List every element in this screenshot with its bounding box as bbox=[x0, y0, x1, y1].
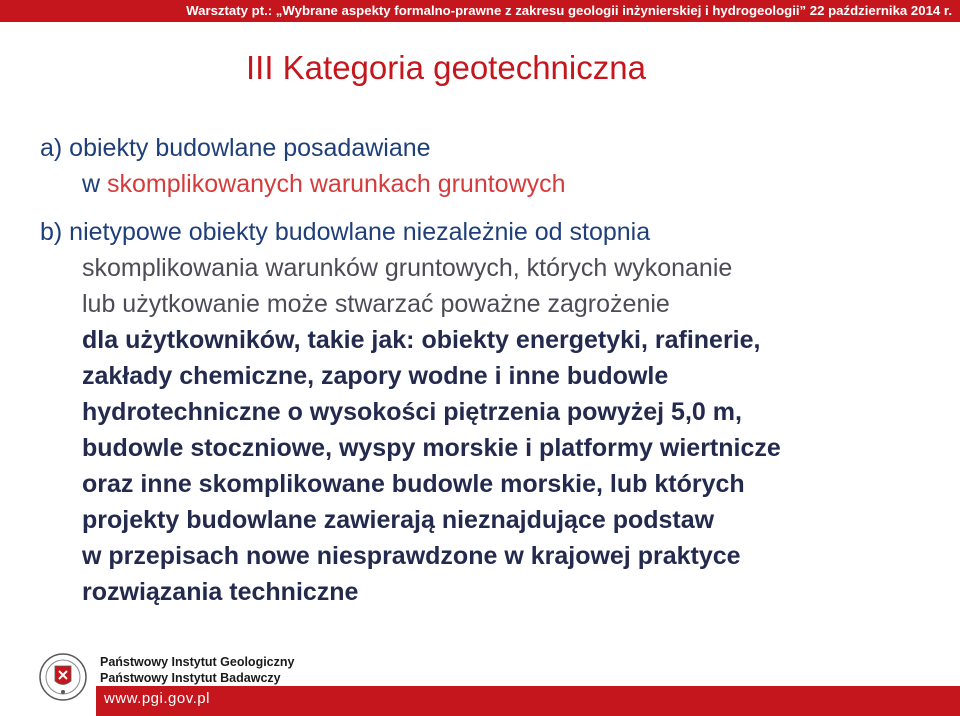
item-a-line-1: a) obiekty budowlane posadawiane bbox=[40, 134, 431, 162]
slide-body bbox=[40, 130, 781, 610]
item-b-line-10: w przepisach nowe niesprawdzone w krajowej praktyce bbox=[82, 542, 741, 570]
item-b-line-7: budowle stoczniowe, wyspy morskie i platformy wiertnicze bbox=[82, 434, 781, 462]
item-b-line-1: b) nietypowe obiekty budowlane niezależnie od stopnia bbox=[40, 218, 651, 246]
item-b-line-9: projekty budowlane zawierają nieznajdujące podstaw bbox=[82, 506, 715, 534]
pgi-emblem-icon bbox=[38, 652, 88, 702]
item-b-line-2: skomplikowania warunków gruntowych, których wykonanie bbox=[82, 254, 733, 282]
item-a bbox=[40, 130, 781, 202]
institute-line-1: Państwowy Instytut Geologiczny bbox=[100, 655, 295, 669]
item-a-highlight: skomplikowanych warunkach gruntowych bbox=[107, 170, 566, 198]
item-a-prefix: w bbox=[82, 170, 107, 198]
url-bar bbox=[96, 686, 960, 716]
website-link[interactable]: www.pgi.gov.pl bbox=[104, 690, 210, 707]
item-b-line-4: dla użytkowników, takie jak: obiekty energetyki, rafinerie, bbox=[82, 326, 761, 354]
header-bar bbox=[0, 0, 960, 22]
institute-names bbox=[100, 654, 294, 686]
item-b-line-8: oraz inne skomplikowane budowle morskie, lub których bbox=[82, 470, 745, 498]
workshop-title: Warsztaty pt.: „Wybrane aspekty formalno-prawne z zakresu geologii inżynierskiej i hydrogeologii” 22 października 2014 r. bbox=[186, 3, 952, 18]
item-b-line-11: rozwiązania techniczne bbox=[82, 578, 359, 606]
item-b bbox=[40, 214, 781, 610]
item-b-line-6: hydrotechniczne o wysokości piętrzenia powyżej 5,0 m, bbox=[82, 398, 742, 426]
item-a-line-2 bbox=[40, 166, 781, 202]
institute-line-2: Państwowy Instytut Badawczy bbox=[100, 671, 281, 685]
slide-title: III Kategoria geotechniczna bbox=[246, 49, 646, 86]
item-b-line-5: zakłady chemiczne, zapory wodne i inne budowle bbox=[82, 362, 669, 390]
item-b-line-3: lub użytkowanie może stwarzać poważne zagrożenie bbox=[82, 290, 670, 318]
